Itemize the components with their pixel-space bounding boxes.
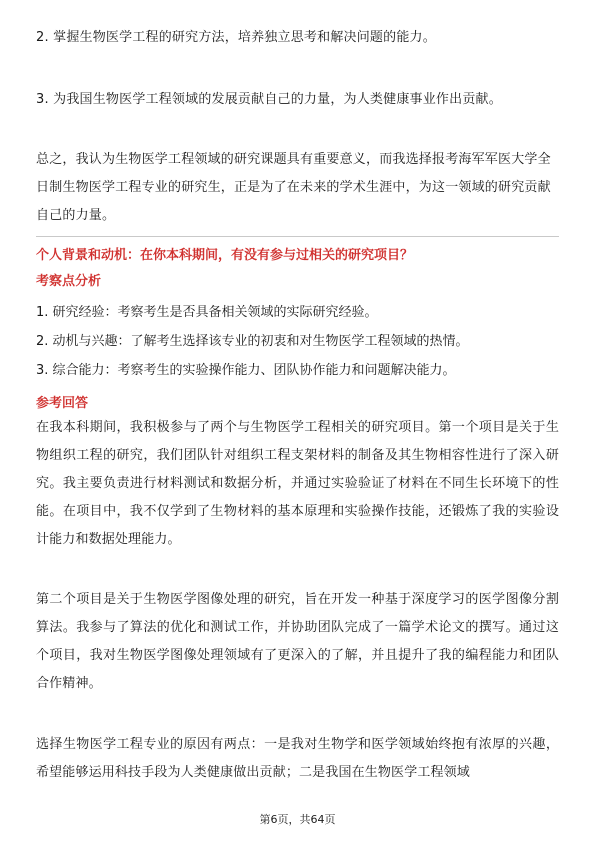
- analysis-item: 1. 研究经验：考察考生是否具备相关领域的实际研究经验。: [36, 305, 378, 320]
- analysis-list: [36, 298, 559, 385]
- document-page: [36, 0, 559, 842]
- answer-paragraph: 在我本科期间，我积极参与了两个与生物医学工程相关的研究项目。第一个项目是关于生物组织工程的研究，我们团队针对组织工程支架材料的制备及其生物相容性进行了深入研究。我主要负责进行材料测试和数据分析，并通过实验验证了材料在不同生长环境下的性能。在项目中，我不仅学到了生物材料的基本原理和实验操作技能，还锻炼了我的实验设计能力和数据处理能力。: [36, 420, 559, 547]
- page-number: 第6页，共64页: [259, 813, 336, 826]
- section-divider: [36, 236, 559, 237]
- intro-point-2: 2. 掌握生物医学工程的研究方法，培养独立思考和解决问题的能力。: [36, 30, 436, 45]
- answer-paragraph: 选择生物医学工程专业的原因有两点：一是我对生物学和医学领域始终抱有浓厚的兴趣，希望能够运用科技手段为人类健康做出贡献；二是我国在生物医学工程领域: [36, 737, 559, 780]
- question-title: 个人背景和动机：在你本科期间，有没有参与过相关的研究项目？: [36, 248, 414, 263]
- answer-paragraph: 第二个项目是关于生物医学图像处理的研究，旨在开发一种基于深度学习的医学图像分割算法。我参与了算法的优化和测试工作，并协助团队完成了一篇学术论文的撰写。通过这个项目，我对生物医学图像处理领域有了更深入的了解，并且提升了我的编程能力和团队合作精神。: [36, 592, 559, 691]
- analysis-item: 3. 综合能力：考察考生的实验操作能力、团队协作能力和问题解决能力。: [36, 363, 456, 378]
- analysis-item: 2. 动机与兴趣：了解考生选择该专业的初衷和对生物医学工程领域的热情。: [36, 334, 469, 349]
- intro-point-3: 3. 为我国生物医学工程领域的发展贡献自己的力量，为人类健康事业作出贡献。: [36, 92, 502, 107]
- answer-heading: 参考回答: [36, 396, 89, 411]
- analysis-heading: 考察点分析: [36, 274, 102, 289]
- intro-conclusion: 总之，我认为生物医学工程领域的研究课题具有重要意义，而我选择报考海军军医大学全日制生物医学工程专业的研究生，正是为了在未来的学术生涯中，为这一领域的研究贡献自己的力量。: [36, 152, 551, 223]
